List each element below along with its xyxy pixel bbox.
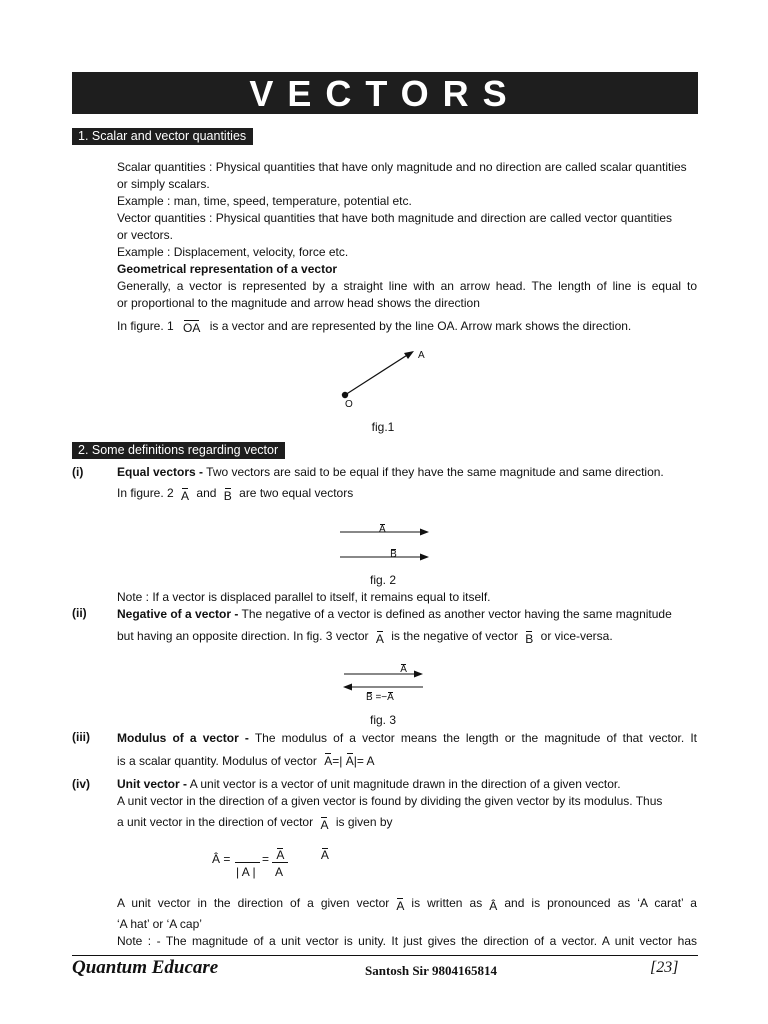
fig3-relation-label: [366, 692, 394, 703]
negative-vector-term: Negative of a vector -: [117, 607, 239, 621]
formula-denominator-modulus: | A |: [236, 865, 256, 879]
fig3-vector-b: B: [366, 692, 373, 703]
modulus-line2-text: is a scalar quantity. Modulus of vector: [117, 754, 317, 768]
item-iii-label: (iii): [72, 730, 90, 744]
scalar-definition-line2: or simply scalars.: [117, 177, 210, 191]
footer-page-number: [23]: [650, 959, 679, 976]
fig2-vector-a-label: A: [379, 524, 386, 535]
unit-vector-text: A unit vector is a vector of unit magnitude drawn in the direction of a given vector.: [189, 777, 621, 791]
fig2-ref-pre: In figure. 2: [117, 486, 174, 500]
vector-a-symbol: A: [320, 818, 329, 832]
modulus-eq2: |= A: [353, 754, 375, 768]
fig3-caption: fig. 3: [369, 713, 396, 727]
vector-b-symbol: B: [223, 489, 232, 503]
scalar-example: Example : man, time, speed, temperature, potential etc.: [117, 194, 412, 208]
geometric-representation-heading: Geometrical representation of a vector: [117, 262, 338, 276]
formula-equals: =: [262, 852, 270, 866]
note-unit-vector: Note : - The magnitude of a unit vector is unity. It just gives the direction of a vector. A unit vector has: [117, 934, 697, 948]
fig1-arrow-head: [404, 351, 414, 359]
vector-b-symbol: B: [525, 632, 534, 646]
geometric-line1: Generally, a vector is represented by a straight line with an arrow head. The length of line is equal to: [117, 279, 697, 293]
fig1-vector-line: [345, 352, 412, 395]
negative-vector-line2: [117, 628, 613, 645]
fig1-caption: fig.1: [371, 420, 395, 434]
fig2-caption: fig. 2: [369, 573, 396, 587]
fig1-reference: [117, 318, 631, 335]
section-heading-scalar-vector: 1. Scalar and vector quantities: [72, 128, 253, 145]
unit-vector-term: Unit vector -: [117, 777, 188, 791]
modulus-definition: [117, 730, 697, 747]
geometric-line2: or proportional to the magnitude and arrow head shows the direction: [117, 296, 480, 310]
section-heading-definitions: 2. Some definitions regarding vector: [72, 442, 285, 459]
formula-lhs: Â =: [212, 852, 231, 866]
modulus-term: Modulus of a vector -: [117, 731, 249, 745]
unit-vector-line5: ‘A hat’ or ‘A cap’: [117, 917, 202, 931]
page-title: VECTORS: [72, 72, 698, 114]
vector-oa-symbol: OA: [183, 321, 201, 335]
note-parallel-displacement: Note : If a vector is displaced parallel to itself, it remains equal to itself.: [117, 590, 491, 604]
unit-line4-mid: is written as: [411, 896, 483, 910]
formula-numerator-a: A: [276, 848, 285, 862]
unit-line3-pre: a unit vector in the direction of vector: [117, 815, 314, 829]
equal-vectors-term: Equal vectors -: [117, 465, 204, 479]
unit-vector-line4: [117, 895, 697, 912]
fig2-ref-post: are two equal vectors: [239, 486, 354, 500]
item-i-label: (i): [72, 465, 84, 479]
formula-denominator-a: A: [275, 865, 284, 879]
vector-a-symbol: A: [375, 632, 384, 646]
modulus-vector-a2: A: [345, 754, 354, 768]
footer-brand: Quantum Educare: [72, 957, 219, 978]
a-hat-symbol: Â: [489, 899, 498, 913]
vector-a-symbol: A: [396, 899, 405, 913]
fig2-reference: [117, 485, 353, 502]
formula-fraction-bar2: [272, 862, 288, 863]
unit-line4-pre: A unit vector in the direction of a given vector: [117, 896, 390, 910]
figure2-equal-vectors: [336, 520, 436, 566]
negative-line2-mid: is the negative of vector: [391, 629, 518, 643]
negative-line2-pre: but having an opposite direction. In fig. 3 vector: [117, 629, 369, 643]
modulus-line2: [117, 753, 375, 770]
unit-line4-post: and is pronounced as ‘A carat’ a: [504, 896, 697, 910]
negative-vector-definition: [117, 606, 672, 623]
unit-vector-line3: [117, 814, 393, 831]
negative-vector-text: The negative of a vector is defined as another vector having the same magnitude: [241, 607, 672, 621]
item-ii-label: (ii): [72, 606, 87, 620]
fig3-vector-a2: A: [387, 692, 394, 703]
vector-example: Example : Displacement, velocity, force etc.: [117, 245, 349, 259]
fig3-vector-a-label: A: [400, 664, 407, 675]
equal-vectors-definition: [117, 464, 664, 481]
modulus-vector-a: A: [324, 754, 333, 768]
fig1-point-a-label: A: [418, 350, 425, 361]
fig1-point-o-label: O: [345, 399, 353, 410]
formula-fraction-bar1: [235, 862, 260, 863]
fig1-ref-pre: In figure. 1: [117, 319, 174, 333]
unit-vector-definition: [117, 776, 621, 793]
vector-definition-line1: Vector quantities : Physical quantities that have both magnitude and direction are called vector quantities: [117, 211, 673, 225]
unit-vector-line2: A unit vector in the direction of a given vector is found by dividing the given vector by its modulus. Thus: [117, 794, 663, 808]
equal-vectors-text: Two vectors are said to be equal if they have the same magnitude and same direction.: [206, 465, 664, 479]
negative-line2-post: or vice-versa.: [540, 629, 613, 643]
fig2-vector-b-label: B: [390, 549, 397, 560]
footer-divider: [72, 955, 698, 956]
modulus-text: The modulus of a vector means the length or the magnitude of that vector. It: [254, 731, 697, 745]
fig1-ref-post: is a vector and are represented by the line OA. Arrow mark shows the direction.: [209, 319, 632, 333]
fig2-ref-and: and: [196, 486, 217, 500]
vector-a-symbol: A: [181, 489, 190, 503]
footer-contact: Santosh Sir 9804165814: [365, 963, 497, 978]
scalar-definition-line1: Scalar quantities : Physical quantities that have only magnitude and no direction are called scalar quantities: [117, 160, 687, 174]
vector-definition-line2: or vectors.: [117, 228, 174, 242]
formula-numerator-a2: A: [320, 848, 329, 862]
unit-line3-post: is given by: [335, 815, 393, 829]
item-iv-label: (iv): [72, 777, 90, 791]
modulus-eq: =|: [332, 754, 343, 768]
fig3-equals-minus: =−: [375, 692, 388, 703]
